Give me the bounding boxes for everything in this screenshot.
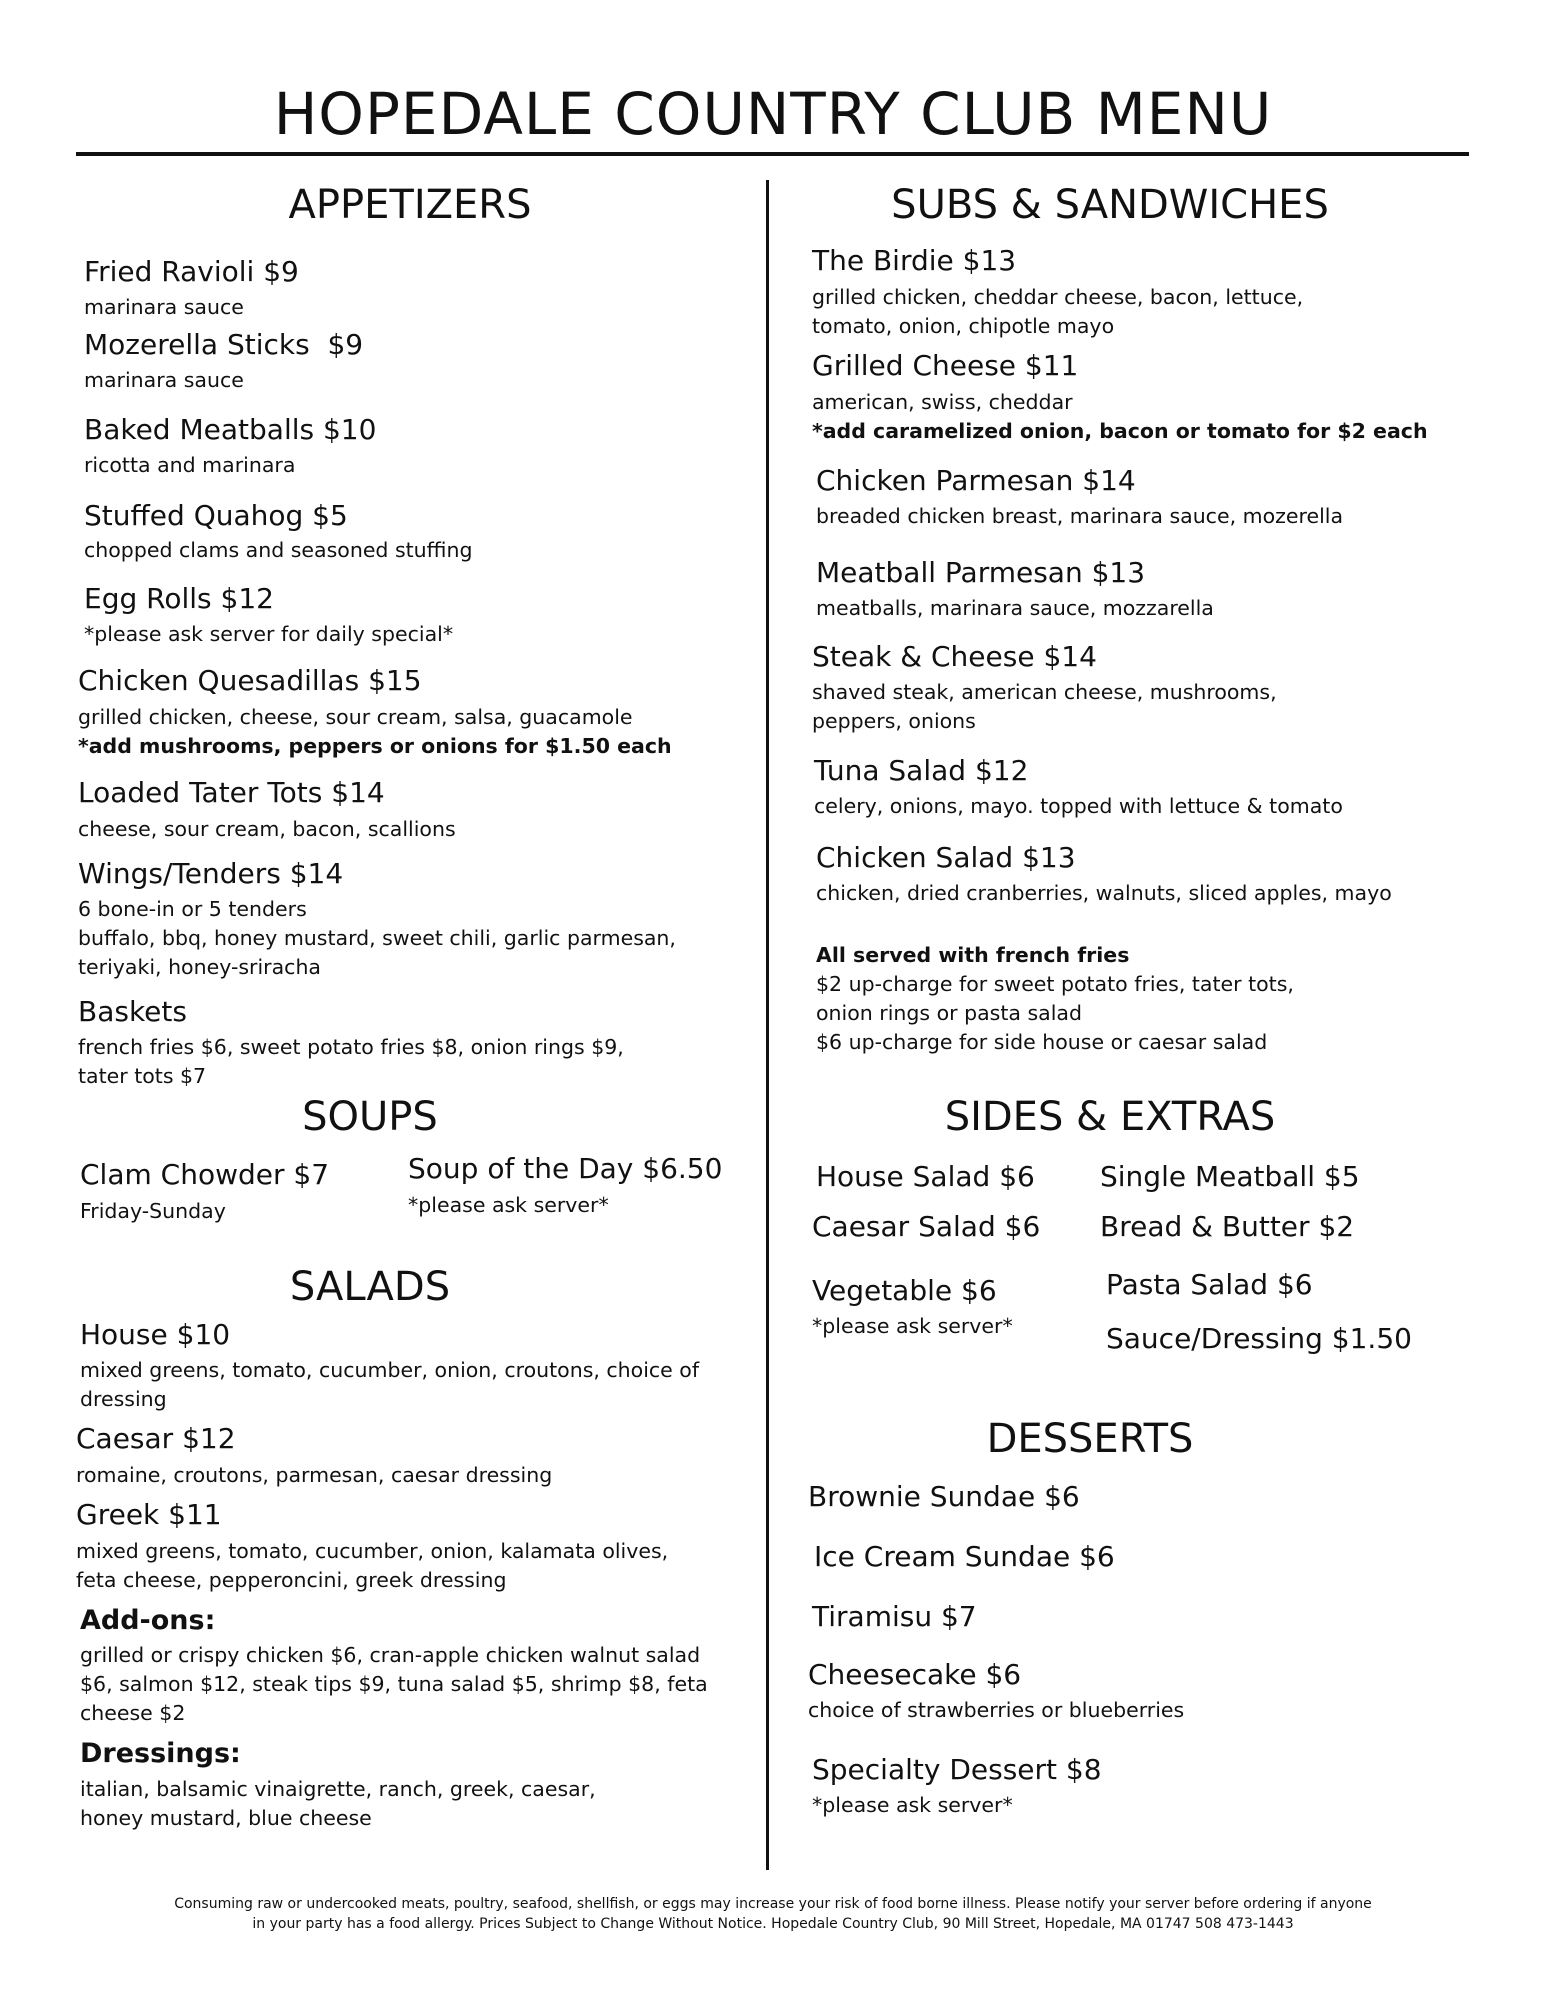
menu-item-addon-note: *add mushrooms, peppers or onions for $1.50 each: [78, 734, 672, 758]
menu-item-desc: marinara sauce: [84, 295, 244, 319]
menu-item-addon-note: *add caramelized onion, bacon or tomato for $2 each: [812, 419, 1428, 443]
served-with-title: All served with french fries: [816, 943, 1130, 967]
menu-item-desc: *please ask server*: [408, 1193, 609, 1217]
side-item: Bread & Butter $2: [1100, 1210, 1355, 1243]
menu-item-desc: Friday-Sunday: [80, 1199, 226, 1223]
menu-item-name: Chicken Parmesan $14: [816, 464, 1136, 497]
menu-item-name: House $10: [80, 1318, 231, 1351]
menu-item-name: Soup of the Day $6.50: [408, 1152, 723, 1185]
menu-item-desc: 6 bone-in or 5 tenders: [78, 897, 307, 921]
menu-item-desc: breaded chicken breast, marinara sauce, mozerella: [816, 504, 1344, 528]
menu-item-name: Baked Meatballs $10: [84, 413, 377, 446]
title-divider: [76, 152, 1469, 156]
addons-line: $6, salmon $12, steak tips $9, tuna salad $5, shrimp $8, feta: [80, 1672, 708, 1696]
side-item-note: *please ask server*: [812, 1314, 1013, 1338]
menu-item-desc: feta cheese, pepperoncini, greek dressing: [76, 1568, 507, 1592]
menu-item-name: Wings/Tenders $14: [78, 857, 344, 890]
menu-item-desc: mixed greens, tomato, cucumber, onion, kalamata olives,: [76, 1539, 669, 1563]
served-with-line: onion rings or pasta salad: [816, 1001, 1082, 1025]
section-heading-sides: SIDES & EXTRAS: [944, 1094, 1276, 1140]
menu-item-name: The Birdie $13: [812, 244, 1017, 277]
menu-item-name: Fried Ravioli $9: [84, 255, 299, 288]
column-divider: [766, 180, 769, 1870]
menu-item-desc: teriyaki, honey-sriracha: [78, 955, 321, 979]
menu-item-desc: celery, onions, mayo. topped with lettuce & tomato: [814, 794, 1343, 818]
served-with-line: $2 up-charge for sweet potato fries, tater tots,: [816, 972, 1294, 996]
section-heading-appetizers: APPETIZERS: [288, 182, 532, 228]
side-item: House Salad $6: [816, 1160, 1035, 1193]
menu-item-desc: grilled chicken, cheese, sour cream, salsa, guacamole: [78, 705, 633, 729]
side-item: Pasta Salad $6: [1106, 1268, 1313, 1301]
addons-title: Add-ons:: [80, 1605, 216, 1636]
dessert-item: Ice Cream Sundae $6: [814, 1540, 1115, 1573]
menu-item-desc: mixed greens, tomato, cucumber, onion, croutons, choice of: [80, 1358, 700, 1382]
menu-item-desc: ricotta and marinara: [84, 453, 296, 477]
section-heading-desserts: DESSERTS: [986, 1416, 1194, 1462]
dressings-line: italian, balsamic vinaigrette, ranch, greek, caesar,: [80, 1777, 596, 1801]
menu-item-desc: buffalo, bbq, honey mustard, sweet chili, garlic parmesan,: [78, 926, 676, 950]
footer-disclaimer: [0, 1894, 1546, 1934]
menu-item-name: Baskets: [78, 995, 187, 1028]
menu-item-name: Tuna Salad $12: [814, 754, 1029, 787]
addons-line: grilled or crispy chicken $6, cran-apple chicken walnut salad: [80, 1643, 701, 1667]
menu-item-name: Stuffed Quahog $5: [84, 499, 348, 532]
menu-item-desc: tater tots $7: [78, 1064, 207, 1088]
side-item: Caesar Salad $6: [812, 1210, 1041, 1243]
menu-item-desc: marinara sauce: [84, 368, 244, 392]
dressings-line: honey mustard, blue cheese: [80, 1806, 372, 1830]
menu-item-name: Grilled Cheese $11: [812, 349, 1079, 382]
menu-item-desc: tomato, onion, chipotle mayo: [812, 314, 1115, 338]
side-item: Vegetable $6: [812, 1274, 997, 1307]
menu-item-desc: french fries $6, sweet potato fries $8, onion rings $9,: [78, 1035, 624, 1059]
served-with-line: $6 up-charge for side house or caesar salad: [816, 1030, 1268, 1054]
menu-item-name: Chicken Salad $13: [816, 841, 1076, 874]
menu-item-desc: meatballs, marinara sauce, mozzarella: [816, 596, 1214, 620]
footer-text: Consuming raw or undercooked meats, poultry, seafood, shellfish, or eggs may increase your risk of food borne illness. Please notify your server before ordering if anyone in your party has a food allergy. Prices Subject to Change Without Notice. Hopedale Country Club, 90 Mill Street, Hopedale, MA 01747 508 473-1443: [174, 1896, 1372, 1932]
dessert-item: Cheesecake $6: [808, 1658, 1022, 1691]
dessert-desc: choice of strawberries or blueberries: [808, 1698, 1185, 1722]
menu-item-desc: cheese, sour cream, bacon, scallions: [78, 817, 456, 841]
menu-item-desc: romaine, croutons, parmesan, caesar dressing: [76, 1463, 553, 1487]
menu-item-desc: peppers, onions: [812, 709, 976, 733]
menu-item-desc: dressing: [80, 1387, 167, 1411]
menu-item-desc: *please ask server for daily special*: [84, 622, 454, 646]
menu-item-desc: shaved steak, american cheese, mushrooms,: [812, 680, 1277, 704]
menu-item-desc: grilled chicken, cheddar cheese, bacon, lettuce,: [812, 285, 1304, 309]
side-item: Sauce/Dressing $1.50: [1106, 1322, 1412, 1355]
menu-item-desc: chopped clams and seasoned stuffing: [84, 538, 473, 562]
menu-item-name: Greek $11: [76, 1498, 222, 1531]
menu-item-name: Steak & Cheese $14: [812, 640, 1097, 673]
menu-item-name: Loaded Tater Tots $14: [78, 776, 385, 809]
menu-item-name: Mozerella Sticks $9: [84, 328, 364, 361]
menu-item-name: Clam Chowder $7: [80, 1158, 330, 1191]
menu-item-name: Meatball Parmesan $13: [816, 556, 1146, 589]
menu-item-name: Egg Rolls $12: [84, 582, 274, 615]
addons-line: cheese $2: [80, 1701, 186, 1725]
menu-item-name: Caesar $12: [76, 1422, 236, 1455]
menu-item-name: Chicken Quesadillas $15: [78, 664, 422, 697]
dessert-item: Tiramisu $7: [812, 1600, 977, 1633]
dessert-item: Specialty Dessert $8: [812, 1753, 1102, 1786]
menu-item-desc: american, swiss, cheddar: [812, 390, 1073, 414]
dessert-item: Brownie Sundae $6: [808, 1480, 1080, 1513]
dressings-title: Dressings:: [80, 1738, 241, 1769]
side-item: Single Meatball $5: [1100, 1160, 1360, 1193]
dessert-desc: *please ask server*: [812, 1793, 1013, 1817]
menu-item-desc: chicken, dried cranberries, walnuts, sliced apples, mayo: [816, 881, 1392, 905]
section-heading-salads: SALADS: [289, 1264, 451, 1310]
section-heading-subs: SUBS & SANDWICHES: [891, 182, 1329, 228]
section-heading-soups: SOUPS: [302, 1094, 438, 1140]
page-title: HOPEDALE COUNTRY CLUB MENU: [273, 80, 1273, 148]
